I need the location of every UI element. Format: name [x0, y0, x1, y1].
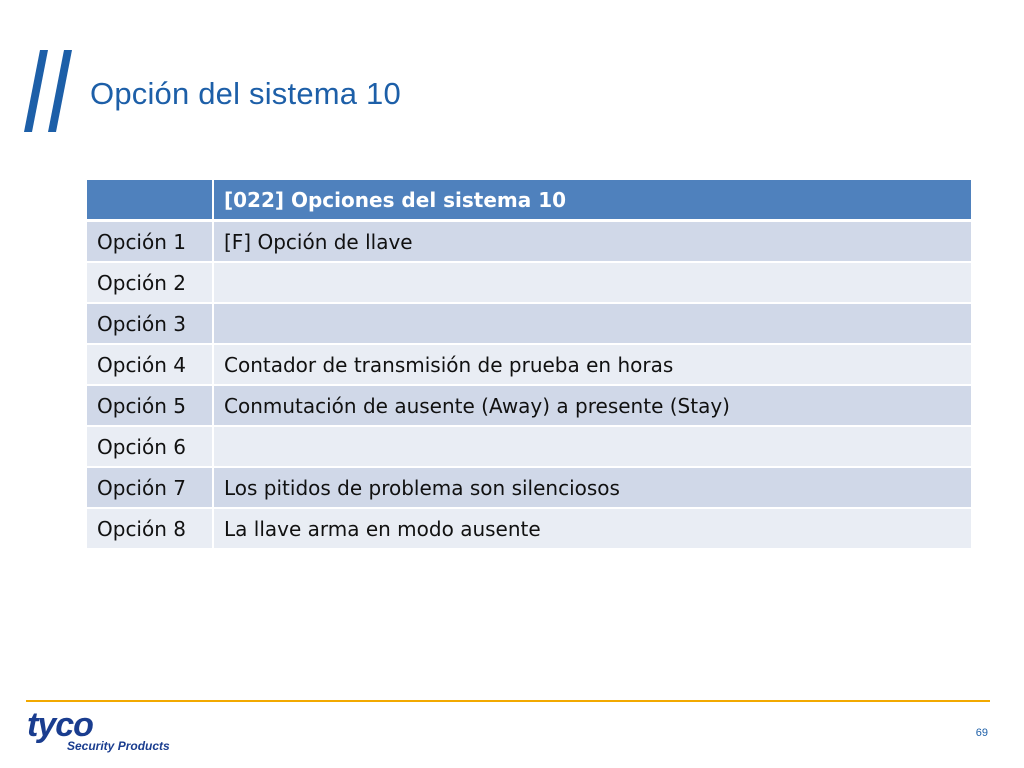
description-cell: [213, 262, 972, 303]
logo-subtitle: Security Products: [67, 739, 170, 753]
table-row: [86, 262, 972, 303]
description-cell: Contador de transmisión de prueba en horas: [213, 344, 972, 385]
option-cell: Opción 5: [86, 385, 213, 426]
option-cell: Opción 7: [86, 467, 213, 508]
description-cell: [213, 303, 972, 344]
option-cell: Opción 2: [86, 262, 213, 303]
option-cell: Opción 8: [86, 508, 213, 549]
header-cell-option: [86, 180, 213, 221]
options-table: [85, 180, 973, 550]
description-cell: [213, 426, 972, 467]
description-cell: [F] Opción de llave: [213, 221, 972, 263]
page-title: Opción del sistema 10: [90, 76, 401, 111]
option-cell: Opción 3: [86, 303, 213, 344]
page-number: 69: [975, 727, 988, 739]
table-row: [86, 426, 972, 467]
description-cell: Los pitidos de problema son silenciosos: [213, 467, 972, 508]
option-cell: Opción 1: [86, 221, 213, 263]
description-cell: Conmutación de ausente (Away) a presente (Stay): [213, 385, 972, 426]
description-cell: La llave arma en modo ausente: [213, 508, 972, 549]
title-slashes-decoration: [22, 50, 82, 136]
table-row: [86, 385, 972, 426]
tyco-logo: [27, 706, 177, 758]
table-row: [86, 303, 972, 344]
header-cell-title: [022] Opciones del sistema 10: [213, 180, 972, 221]
table-row: [86, 508, 972, 549]
table-row: [86, 221, 972, 263]
option-cell: Opción 4: [86, 344, 213, 385]
table-row: [86, 467, 972, 508]
footer-divider: [26, 700, 990, 702]
option-cell: Opción 6: [86, 426, 213, 467]
table-header-row: [86, 180, 972, 221]
table-row: [86, 344, 972, 385]
logo-brand-text: tyco: [27, 706, 93, 744]
